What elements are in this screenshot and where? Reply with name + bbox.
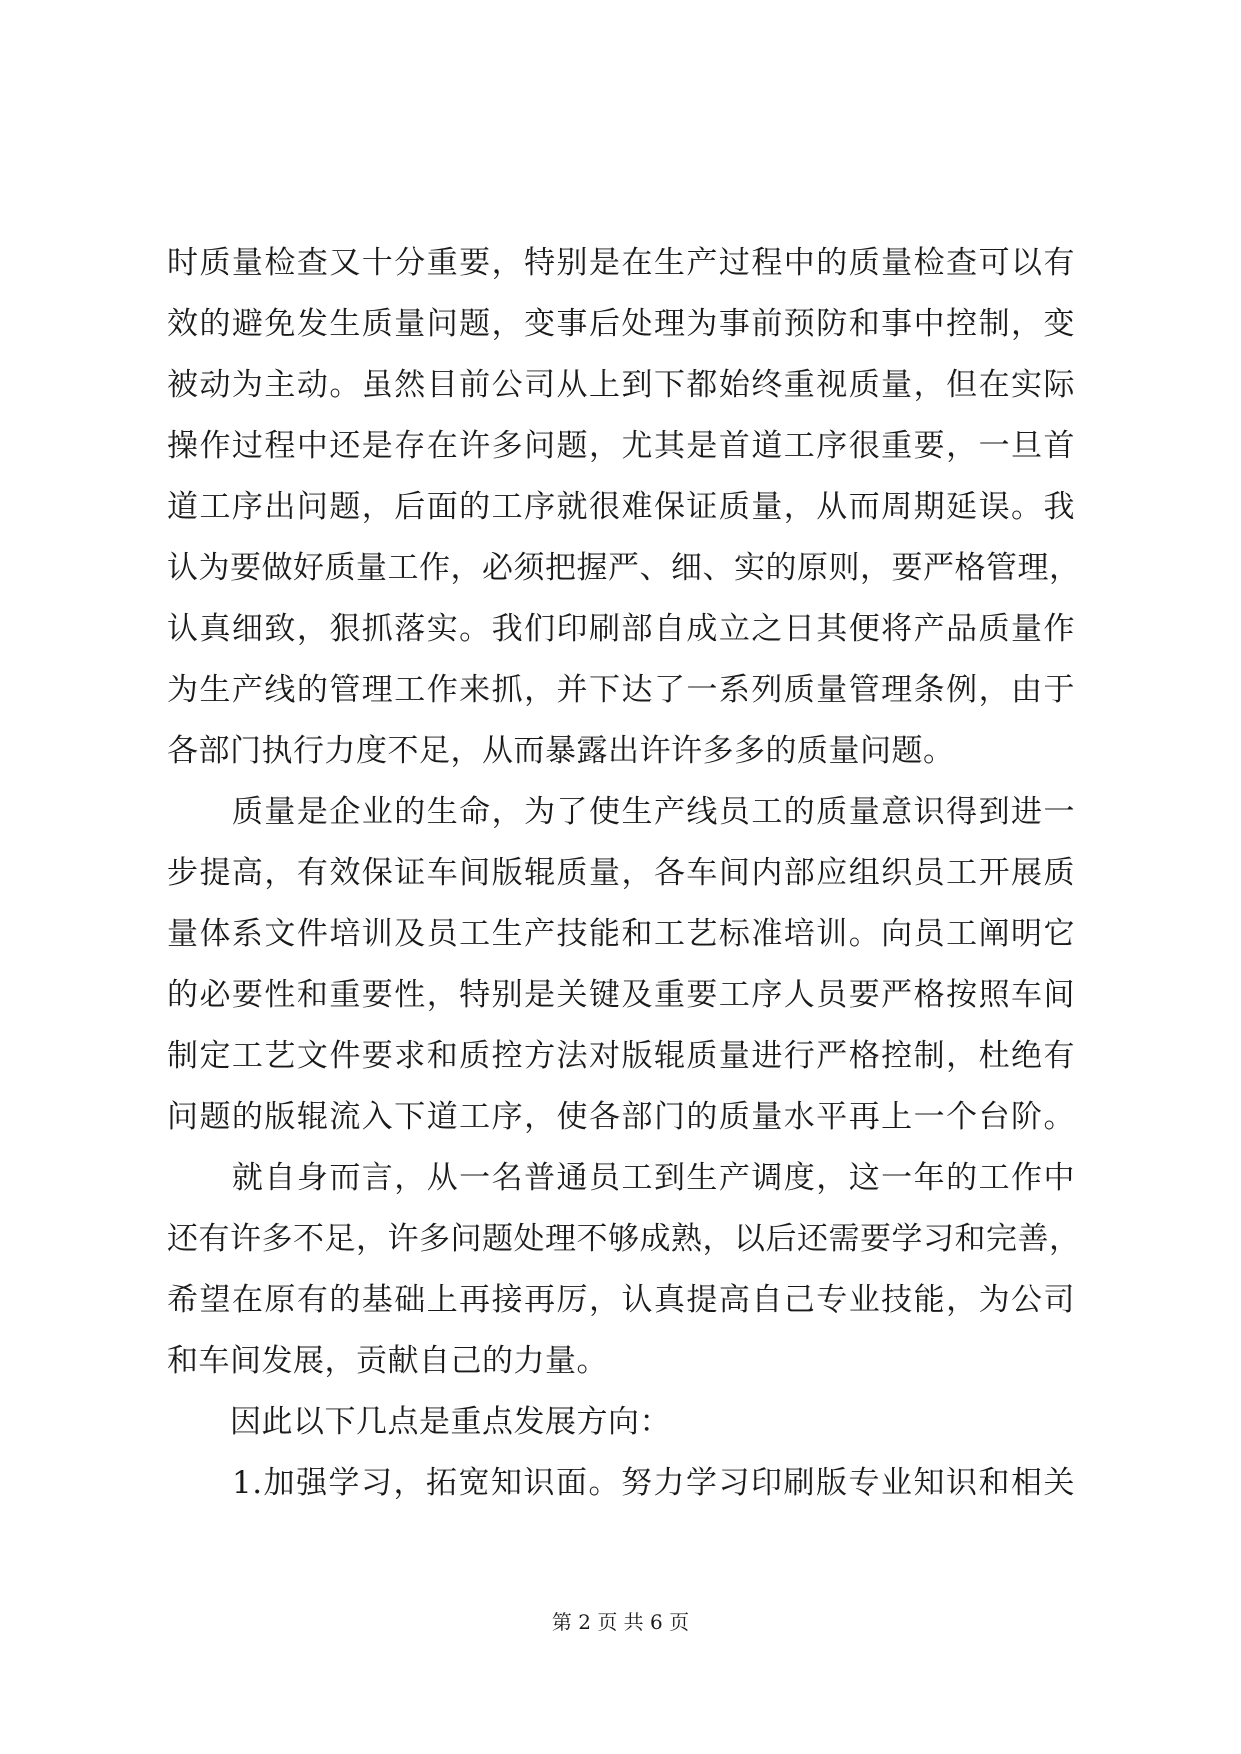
text-line: 为生产线的管理工作来抓，并下达了一系列质量管理条例，由于 [167, 672, 1075, 708]
text-line: 量体系文件培训及员工生产技能和工艺标准培训。向员工阐明它 [167, 916, 1075, 952]
text-line: 1.加强学习，拓宽知识面。努力学习印刷版专业知识和相关 [167, 1465, 1075, 1501]
text-line: 步提高，有效保证车间版辊质量，各车间内部应组织员工开展质 [167, 855, 1075, 891]
text-line: 希望在原有的基础上再接再厉，认真提高自己专业技能，为公司 [167, 1282, 1075, 1318]
text-line: 时质量检查又十分重要，特别是在生产过程中的质量检查可以有 [167, 245, 1075, 281]
text-line: 和车间发展，贡献自己的力量。 [167, 1343, 608, 1379]
text-line: 被动为主动。虽然目前公司从上到下都始终重视质量，但在实际 [167, 367, 1075, 403]
text-line: 还有许多不足，许多问题处理不够成熟，以后还需要学习和完善， [167, 1221, 1081, 1257]
body-text [167, 233, 1081, 1514]
text-line: 认为要做好质量工作，必须把握严、细、实的原则，要严格管理， [167, 550, 1081, 586]
text-line: 质量是企业的生命，为了使生产线员工的质量意识得到进一 [167, 794, 1075, 830]
text-line: 操作过程中还是存在许多问题，尤其是首道工序很重要，一旦首 [167, 428, 1075, 464]
text-line: 的必要性和重要性，特别是关键及重要工序人员要严格按照车间 [167, 977, 1075, 1013]
text-line: 就自身而言，从一名普通员工到生产调度，这一年的工作中 [167, 1160, 1075, 1196]
text-line: 认真细致，狠抓落实。我们印刷部自成立之日其便将产品质量作 [167, 611, 1075, 647]
text-line: 道工序出问题，后面的工序就很难保证质量，从而周期延误。我 [167, 489, 1075, 525]
page-number: 第 2 页 共 6 页 [551, 1610, 690, 1634]
text-line: 制定工艺文件要求和质控方法对版辊质量进行严格控制，杜绝有 [167, 1038, 1075, 1074]
text-line: 各部门执行力度不足，从而暴露出许许多多的质量问题。 [167, 733, 955, 769]
text-line: 效的避免发生质量问题，变事后处理为事前预防和事中控制，变 [167, 306, 1075, 342]
text-line: 问题的版辊流入下道工序，使各部门的质量水平再上一个台阶。 [167, 1099, 1075, 1135]
text-line: 因此以下几点是重点发展方向： [167, 1404, 671, 1440]
